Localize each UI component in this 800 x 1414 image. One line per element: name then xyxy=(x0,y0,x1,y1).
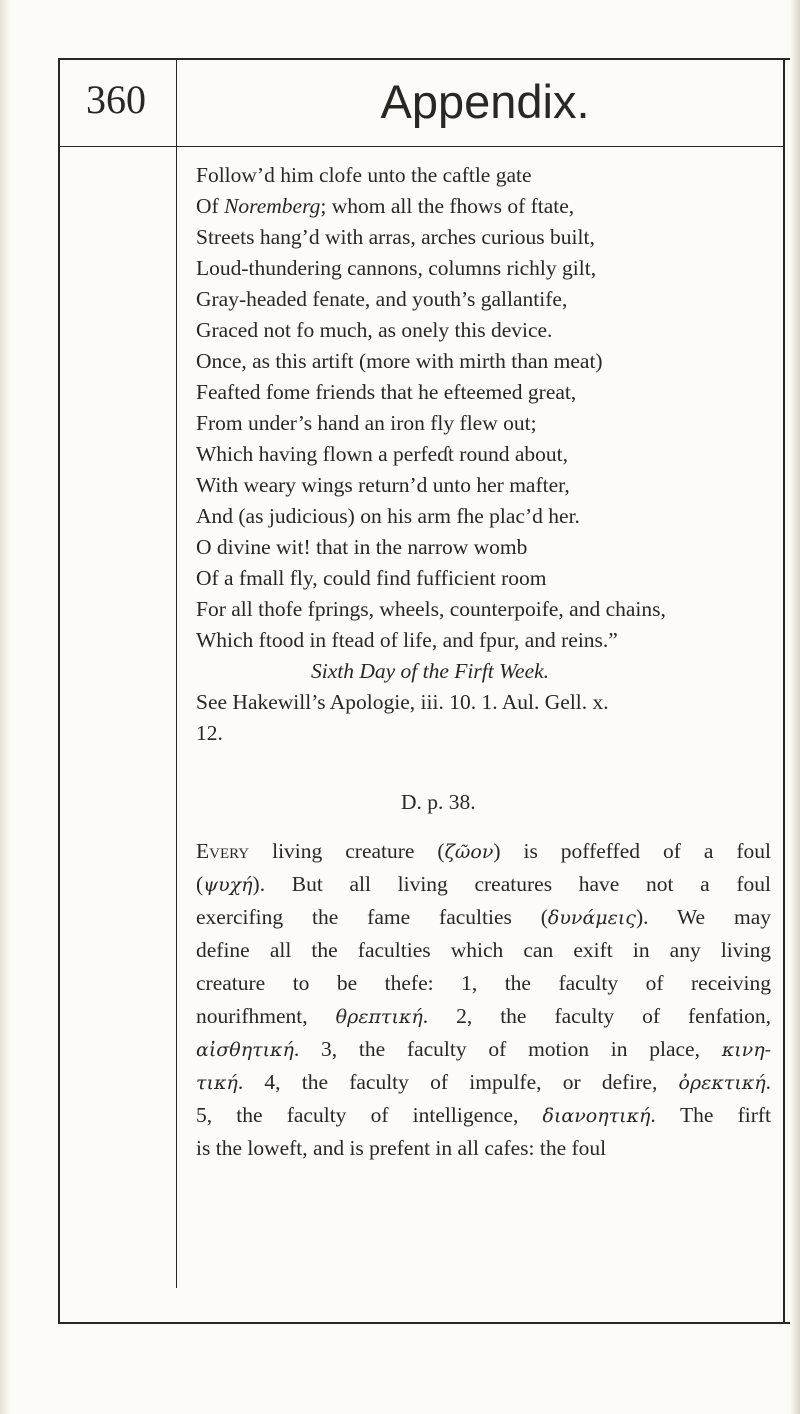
verse-line: Gray-headed fenate, and youth’s gallantife, xyxy=(196,287,568,311)
verse-line: Graced not fo much, as onely this device. xyxy=(196,318,553,342)
verse-line: Feafted fome friends that he efteemed great, xyxy=(196,380,577,404)
reference-line: 12. xyxy=(196,721,223,745)
prose-line: Every living creature (ζῶον) is poffeffed of a foul xyxy=(196,839,771,863)
page-gutter-shadow xyxy=(0,0,10,1414)
section-spacer xyxy=(196,749,771,773)
verse-line: Which ftood in ftead of life, and fpur, and reins.” xyxy=(196,628,618,652)
prose-line: αἰσθητική. 3, the faculty of motion in place, κινη- xyxy=(196,1037,771,1061)
page-edge xyxy=(790,0,800,1414)
prose-line: (ψυχή). But all living creatures have not a foul xyxy=(196,872,771,896)
page-number: 360 xyxy=(86,77,146,122)
verse-source: Sixth Day of the Firft Week. xyxy=(311,659,550,683)
frame-top-rule xyxy=(58,58,790,60)
running-head: Appendix. xyxy=(380,75,590,128)
verse-line: Streets hang’d with arras, arches curious built, xyxy=(196,225,595,249)
verse-line: Once, as this artift (more with mirth than meat) xyxy=(196,349,603,373)
verse-line: Of Noremberg; whom all the fhows of ftate, xyxy=(196,194,575,218)
prose-line: creature to be thefe: 1, the faculty of receiving xyxy=(196,971,771,995)
prose-line: τική. 4, the faculty of impulfe, or defire, ὀρεκτική. xyxy=(196,1070,771,1094)
verse-line: Of a fmall fly, could find fufficient room xyxy=(196,566,547,590)
verse-line: And (as judicious) on his arm fhe plac’d her. xyxy=(196,504,580,528)
header-rule xyxy=(58,146,783,147)
verse-line: Which having flown a perfeɗt round about, xyxy=(196,442,568,466)
note-body xyxy=(196,835,771,1165)
prose-line: is the loweft, and is prefent in all cafes: the foul xyxy=(196,1136,607,1160)
prose-line: 5, the faculty of intelligence, διανοητική. The firft xyxy=(196,1103,771,1127)
page-body xyxy=(196,160,771,1165)
reference-line: See Hakewill’s Apologie, iii. 10. 1. Aul. Gell. x. xyxy=(196,690,609,714)
verse-block xyxy=(196,160,771,749)
place-name: Noremberg xyxy=(224,194,321,218)
prose-line: define all the faculties which can exift in any living xyxy=(196,938,771,962)
verse-line: For all thofe fprings, wheels, counterpoife, and chains, xyxy=(196,597,666,621)
verse-line: With weary wings return’d unto her mafter, xyxy=(196,473,570,497)
verse-line: Follow’d him clofe unto the caftle gate xyxy=(196,163,532,187)
frame-right-rule xyxy=(783,58,785,1322)
verse-line: O divine wit! that in the narrow womb xyxy=(196,535,528,559)
margin-column-rule xyxy=(176,58,177,1288)
prose-line: nourifhment, θρεπτική. 2, the faculty of fenfation, xyxy=(196,1004,771,1028)
verse-line: Loud-thundering cannons, columns richly gilt, xyxy=(196,256,597,280)
prose-line: exercifing the fame faculties (δυνάμεις). We may xyxy=(196,905,771,929)
frame-bottom-rule xyxy=(58,1322,790,1324)
frame-left-rule xyxy=(58,58,60,1322)
note-heading: D. p. 38. xyxy=(401,790,476,814)
verse-line: From under’s hand an iron fly flew out; xyxy=(196,411,537,435)
